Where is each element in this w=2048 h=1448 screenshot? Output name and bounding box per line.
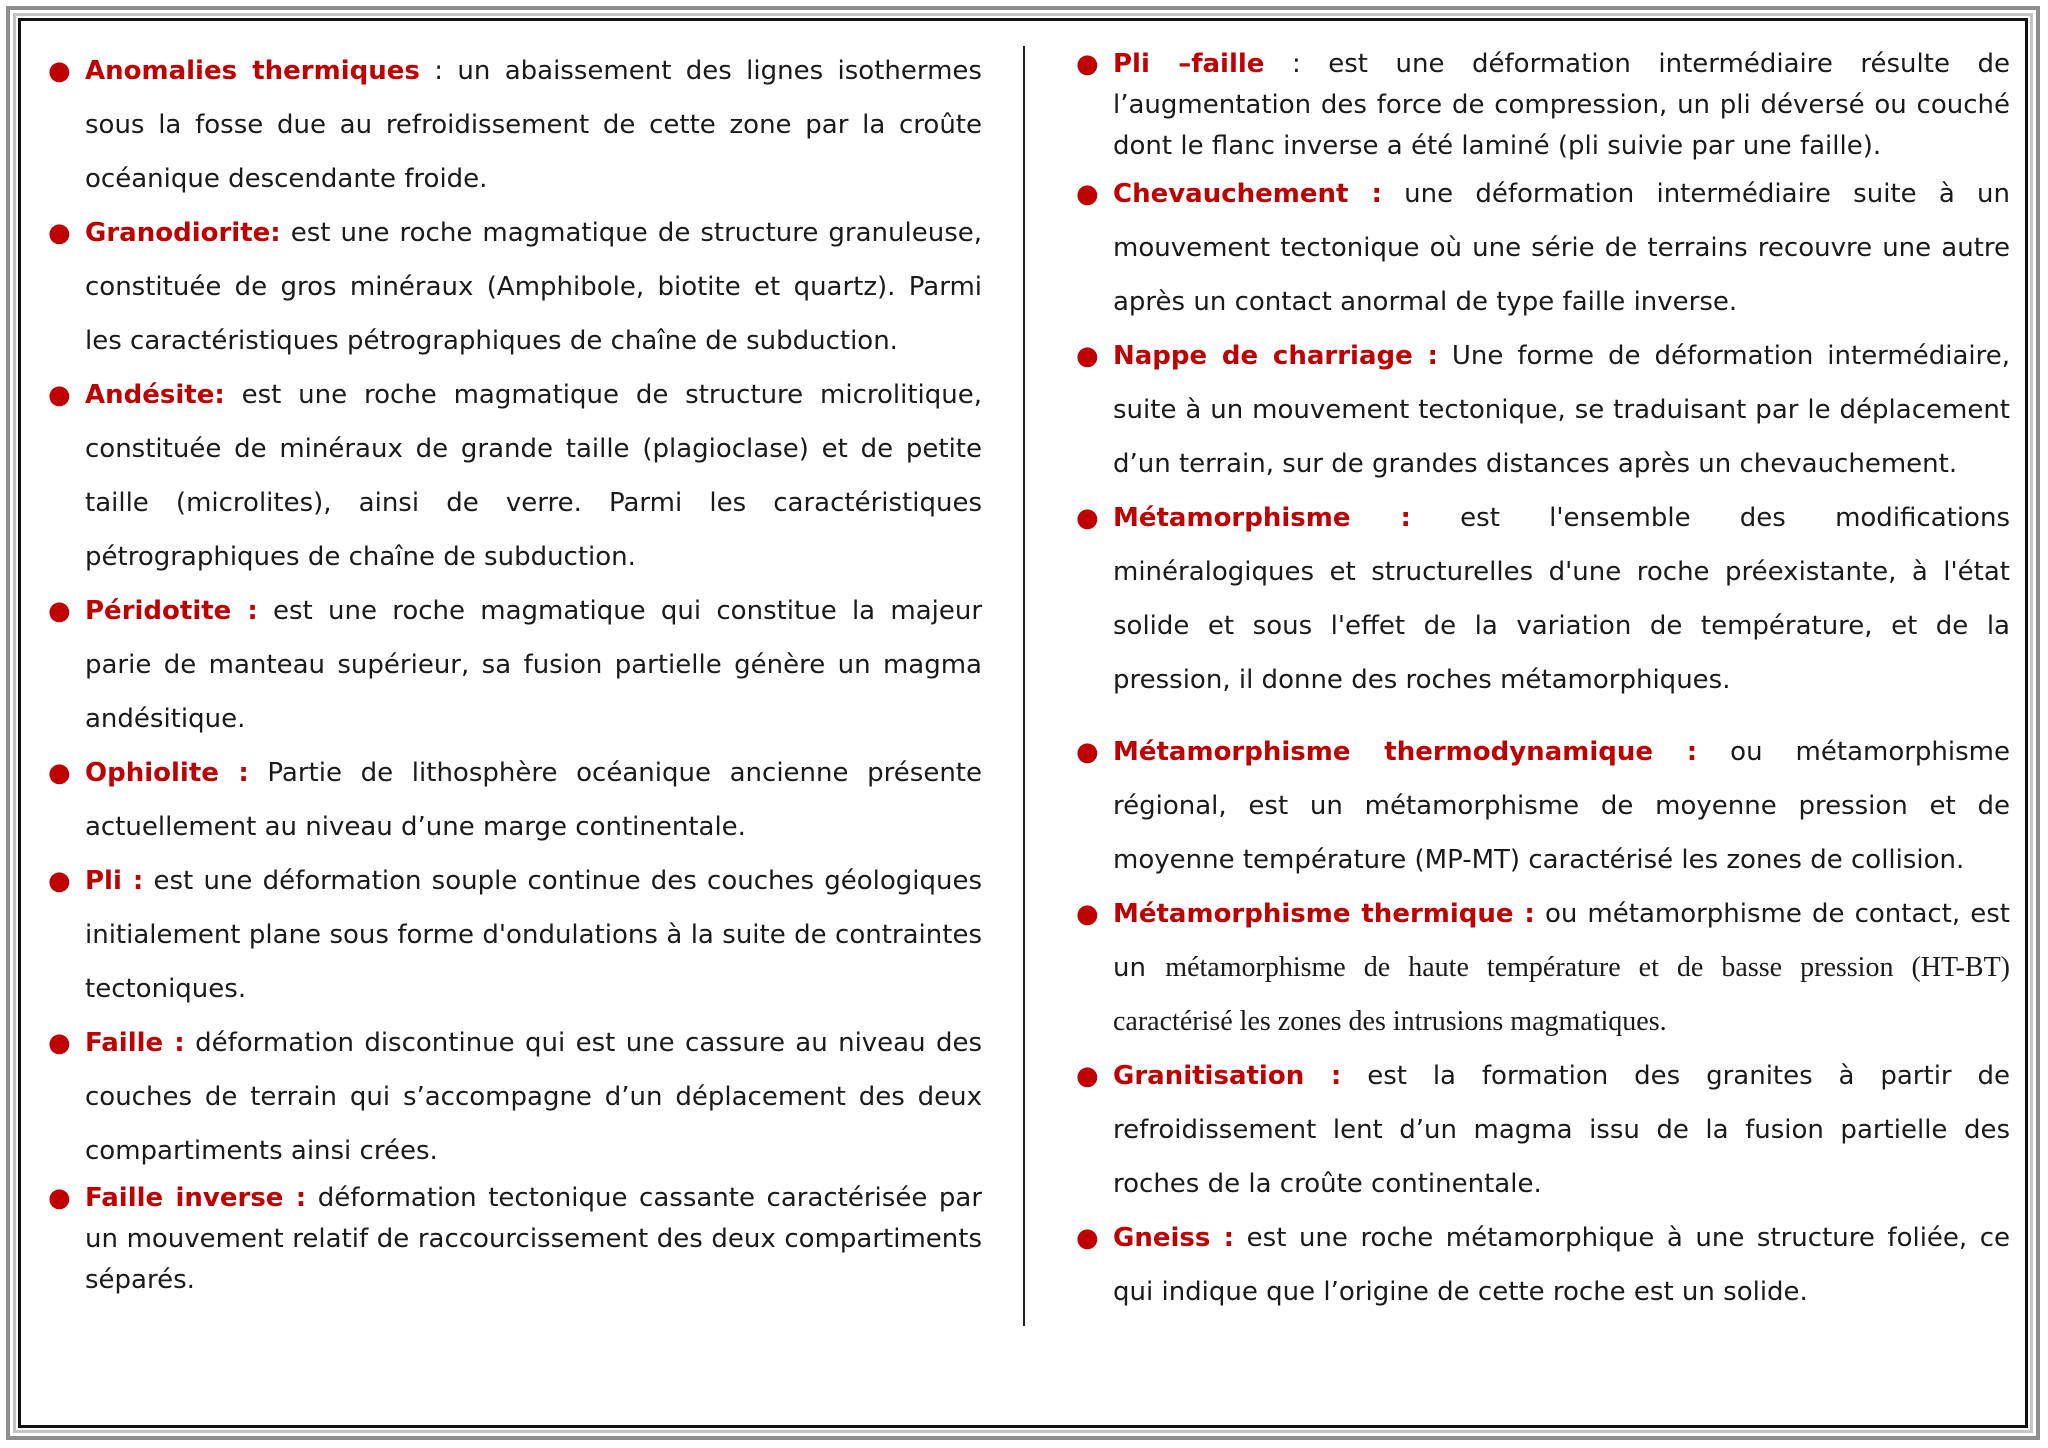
bullet-icon: ● [1076,49,1099,79]
bullet-icon: ● [1076,737,1099,767]
bullet-icon: ● [48,1183,71,1213]
definition-text: Partie de lithosphère océanique ancienne présente actuellement au niveau d’une marge continentale. [85,758,982,842]
definition-item [40,206,982,368]
bullet-icon: ● [1076,899,1099,929]
definition-term: Métamorphisme thermodynamique : [1113,737,1698,767]
definition-text: est une roche magmatique de structure granuleuse, constituée de gros minéraux (Amphibole, biotite et quartz). Parmi les caractéristiques pétrographiques de chaîne de subduction. [85,218,983,356]
term-separator [258,596,273,626]
term-separator [225,380,242,410]
definition-text: est la formation des granites à partir de refroidissement lent d’un magma issu de la fusion partielle des roches de la croûte continentale. [1113,1061,2011,1199]
column-divider [1023,46,1025,1326]
definition-item [40,1178,982,1301]
spacer [1068,707,2010,725]
right-column [1068,44,2010,1319]
bullet-icon: ● [1076,179,1099,209]
definition-term: Gneiss : [1113,1223,1235,1253]
term-separator [1697,737,1730,767]
bullet-icon: ● [48,380,71,410]
definition-item [1068,329,2010,491]
definition-item [1068,167,2010,329]
term-separator [1411,503,1460,533]
definition-item [40,1016,982,1178]
definition-term: Ophiolite : [85,758,249,788]
definition-item [1068,1211,2010,1319]
definition-text: est l'ensemble des modifications minéralogiques et structurelles d'une roche préexistante, à l'état solide et sous l'effet de la variation de température, et de la pression, il donne des roches métamorphiques. [1113,503,2010,695]
definition-term: Pli : [85,866,144,896]
definition-text: déformation discontinue qui est une cassure au niveau des couches de terrain qui s’accompagne d’un déplacement des deux compartiments ainsi crées. [85,1028,983,1166]
bullet-icon: ● [48,218,71,248]
term-separator [1341,1061,1367,1091]
definition-term: Faille : [85,1028,185,1058]
definition-item [40,368,982,584]
bullet-icon: ● [1076,503,1099,533]
term-separator: : [419,56,458,86]
bullet-icon: ● [1076,341,1099,371]
definition-term: Pli –faille [1113,49,1265,79]
left-column [40,44,982,1301]
term-separator [281,218,291,248]
definition-item [1068,1049,2010,1211]
term-separator [249,758,268,788]
definition-term: Chevauchement : [1113,179,1382,209]
definition-item [1068,491,2010,707]
definition-term: Granodiorite: [85,218,281,248]
definition-text: une déformation intermédiaire suite à un mouvement tectonique où une série de terrains recouvre une autre après un contact anormal de type faille inverse. [1113,179,2010,317]
definition-text: un abaissement des lignes isothermes sous la fosse due au refroidissement de cette zone par la croûte océanique descendante froide. [85,56,982,194]
definition-item [40,746,982,854]
definition-term: Faille inverse : [85,1183,307,1213]
term-separator: : [1264,49,1329,79]
definition-text-serif: métamorphisme de haute température et de basse pression (HT-BT) caractérisé les zones des intrusions magmatiques. [1113,952,2011,1037]
term-separator [1438,341,1452,371]
definition-text: ou métamorphisme de contact, est un [1113,899,2010,983]
term-separator [1382,179,1404,209]
definition-term: Andésite: [85,380,225,410]
term-separator [143,866,153,896]
definition-item [40,584,982,746]
bullet-icon: ● [48,1028,71,1058]
definition-text: est une roche métamorphique à une structure foliée, ce qui indique que l’origine de cette roche est un solide. [1113,1223,2011,1307]
term-separator [1234,1223,1247,1253]
definition-item [40,854,982,1016]
bullet-icon: ● [48,866,71,896]
definition-text: est une déformation souple continue des couches géologiques initialement plane sous forme d'ondulations à la suite de contraintes tectoniques. [85,866,983,1004]
definition-term: Métamorphisme thermique : [1113,899,1535,929]
definition-item [1068,887,2010,1049]
definition-item [1068,44,2010,167]
term-separator [306,1183,318,1213]
definition-text: ou métamorphisme régional, est un métamorphisme de moyenne pression et de moyenne température (MP-MT) caractérisé les zones de collision. [1113,737,2010,875]
term-separator [185,1028,195,1058]
definition-term: Péridotite : [85,596,258,626]
definition-item [40,44,982,206]
definition-text: est une déformation intermédiaire résulte de l’augmentation des force de compression, un pli déversé ou couché dont le flanc inverse a été laminé (pli suivie par une faille). [1113,49,2010,161]
bullet-icon: ● [48,56,71,86]
bullet-icon: ● [1076,1223,1099,1253]
term-separator [1535,899,1545,929]
definition-term: Granitisation : [1113,1061,1342,1091]
definition-text: Une forme de déformation intermédiaire, suite à un mouvement tectonique, se traduisant par le déplacement d’un terrain, sur de grandes distances après un chevauchement. [1113,341,2011,479]
definition-term: Nappe de charriage : [1113,341,1438,371]
bullet-icon: ● [48,758,71,788]
definition-text: est une roche magmatique qui constitue la majeur parie de manteau supérieur, sa fusion partielle génère un magma andésitique. [85,596,983,734]
bullet-icon: ● [1076,1061,1099,1091]
definition-text: est une roche magmatique de structure microlitique, constituée de minéraux de grande taille (plagioclase) et de petite taille (microlites), ainsi de verre. Parmi les caractéristiques pétrographiques de chaîne de subduction. [85,380,982,572]
definition-term: Anomalies thermiques [85,56,420,86]
definition-text: déformation tectonique cassante caractérisée par un mouvement relatif de raccourcissement des deux compartiments séparés. [85,1183,983,1295]
definition-term: Métamorphisme : [1113,503,1411,533]
bullet-icon: ● [48,596,71,626]
definition-item [1068,725,2010,887]
